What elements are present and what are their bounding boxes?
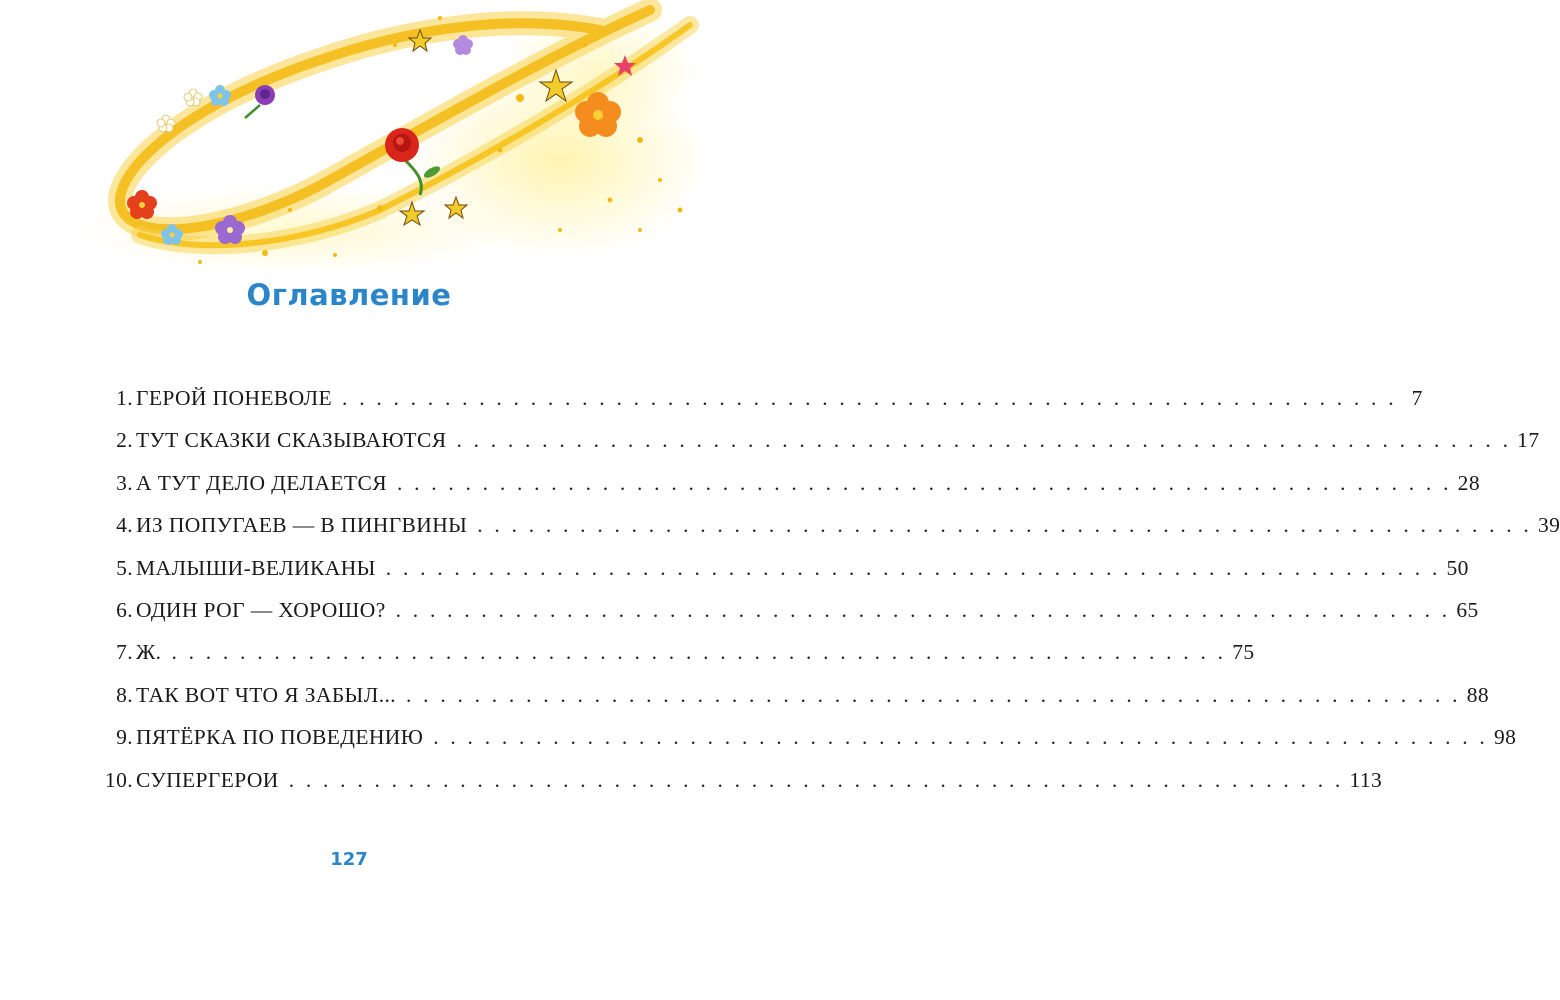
toc-entry <box>100 597 1479 640</box>
chapter-number: 5. <box>116 555 133 580</box>
chapter-page: 50 <box>1446 555 1469 580</box>
chapter-number: 10. <box>104 767 133 792</box>
toc-entry <box>100 767 1383 810</box>
chapter-number: 7. <box>116 640 133 665</box>
dot-leader: . . . . . . . . . . . . . . . . . . . . . . . . . . . . . . . . . . . . . . . . . . . . . . . . . . . . . . . . . . . . . . <box>406 682 1461 707</box>
chapter-page: 88 <box>1466 682 1490 707</box>
toc-entry <box>100 640 1255 682</box>
chapter-title: ГЕРОЙ ПОНЕВОЛЕ <box>136 386 333 410</box>
chapter-number: 2. <box>116 428 133 453</box>
white-flower-icon <box>184 89 202 106</box>
toc-entry <box>100 725 1517 767</box>
page-title: Оглавление <box>246 278 452 312</box>
chapter-page: 65 <box>1456 597 1479 622</box>
chapter-title: СУПЕРГЕРОИ <box>136 767 279 792</box>
toc-entry <box>100 513 1560 555</box>
chapter-page: 7 <box>1411 386 1423 410</box>
chapter-number: 1. <box>116 386 133 410</box>
dot-leader: . . . . . . . . . . . . . . . . . . . . . . . . . . . . . . . . . . . . . . . . . . . . . . . . . . . . . . . . . . . . . . <box>456 428 1512 453</box>
chapter-title: ТАК ВОТ ЧТО Я ЗАБЫЛ... <box>136 682 397 707</box>
toc-entry <box>100 386 1423 428</box>
toc-entry <box>100 682 1490 725</box>
table-of-contents <box>100 386 1560 810</box>
chapter-page: 98 <box>1493 725 1517 750</box>
page-number: 127 <box>330 849 368 870</box>
chapter-title: ОДИН РОГ — ХОРОШО? <box>136 597 386 622</box>
dot-leader: . . . . . . . . . . . . . . . . . . . . . . . . . . . . . . . . . . . . . . . . . . . . . . . . . . . . . . . . . . . . . . <box>477 513 1533 538</box>
chapter-title: Ж. <box>136 640 162 665</box>
toc-entry <box>100 428 1540 470</box>
swirl-illustration <box>0 0 698 290</box>
toc-entry <box>100 555 1469 598</box>
dot-leader: . . . . . . . . . . . . . . . . . . . . . . . . . . . . . . . . . . . . . . . . . . . . . . . . . . . . . . . . . . . . . . <box>433 725 1488 750</box>
dot-leader: . . . . . . . . . . . . . . . . . . . . . . . . . . . . . . . . . . . . . . . . . . . . . . . . . . . . . . . . . . . . . . <box>395 597 1451 622</box>
chapter-number: 9. <box>116 725 133 750</box>
dot-leader: . . . . . . . . . . . . . . . . . . . . . . . . . . . . . . . . . . . . . . . . . . . . . . . . . . . . . . . . . . . . . . <box>288 767 1344 792</box>
dot-leader: . . . . . . . . . . . . . . . . . . . . . . . . . . . . . . . . . . . . . . . . . . . . . . . . . . . . . . . . . . . . . . <box>342 386 1397 410</box>
chapter-page: 75 <box>1232 640 1255 665</box>
dot-leader: . . . . . . . . . . . . . . . . . . . . . . . . . . . . . . . . . . . . . . . . . . . . . . . . . . . . . . . . . . . . . . <box>385 555 1441 580</box>
chapter-title: ТУТ СКАЗКИ СКАЗЫВАЮТСЯ <box>136 428 447 453</box>
chapter-title: ПЯТЁРКА ПО ПОВЕДЕНИЮ <box>136 725 424 750</box>
toc-entry <box>100 470 1480 513</box>
chapter-title: МАЛЫШИ-ВЕЛИКАНЫ <box>136 555 376 580</box>
chapter-page: 113 <box>1349 767 1383 792</box>
chapter-number: 6. <box>116 597 133 622</box>
chapter-title: А ТУТ ДЕЛО ДЕЛАЕТСЯ <box>136 470 387 495</box>
chapter-page: 28 <box>1457 470 1480 495</box>
chapter-number: 4. <box>116 513 133 538</box>
chapter-number: 8. <box>116 682 133 707</box>
chapter-page: 39 <box>1538 513 1560 538</box>
chapter-page: 17 <box>1517 428 1540 453</box>
chapter-number: 3. <box>116 470 133 495</box>
chapter-title: ИЗ ПОПУГАЕВ — В ПИНГВИНЫ <box>136 513 468 538</box>
dot-leader: . . . . . . . . . . . . . . . . . . . . . . . . . . . . . . . . . . . . . . . . . . . . . . . . . . . . . . . . . . . . . . <box>171 640 1227 665</box>
dot-leader: . . . . . . . . . . . . . . . . . . . . . . . . . . . . . . . . . . . . . . . . . . . . . . . . . . . . . . . . . . . . . . <box>396 470 1452 495</box>
